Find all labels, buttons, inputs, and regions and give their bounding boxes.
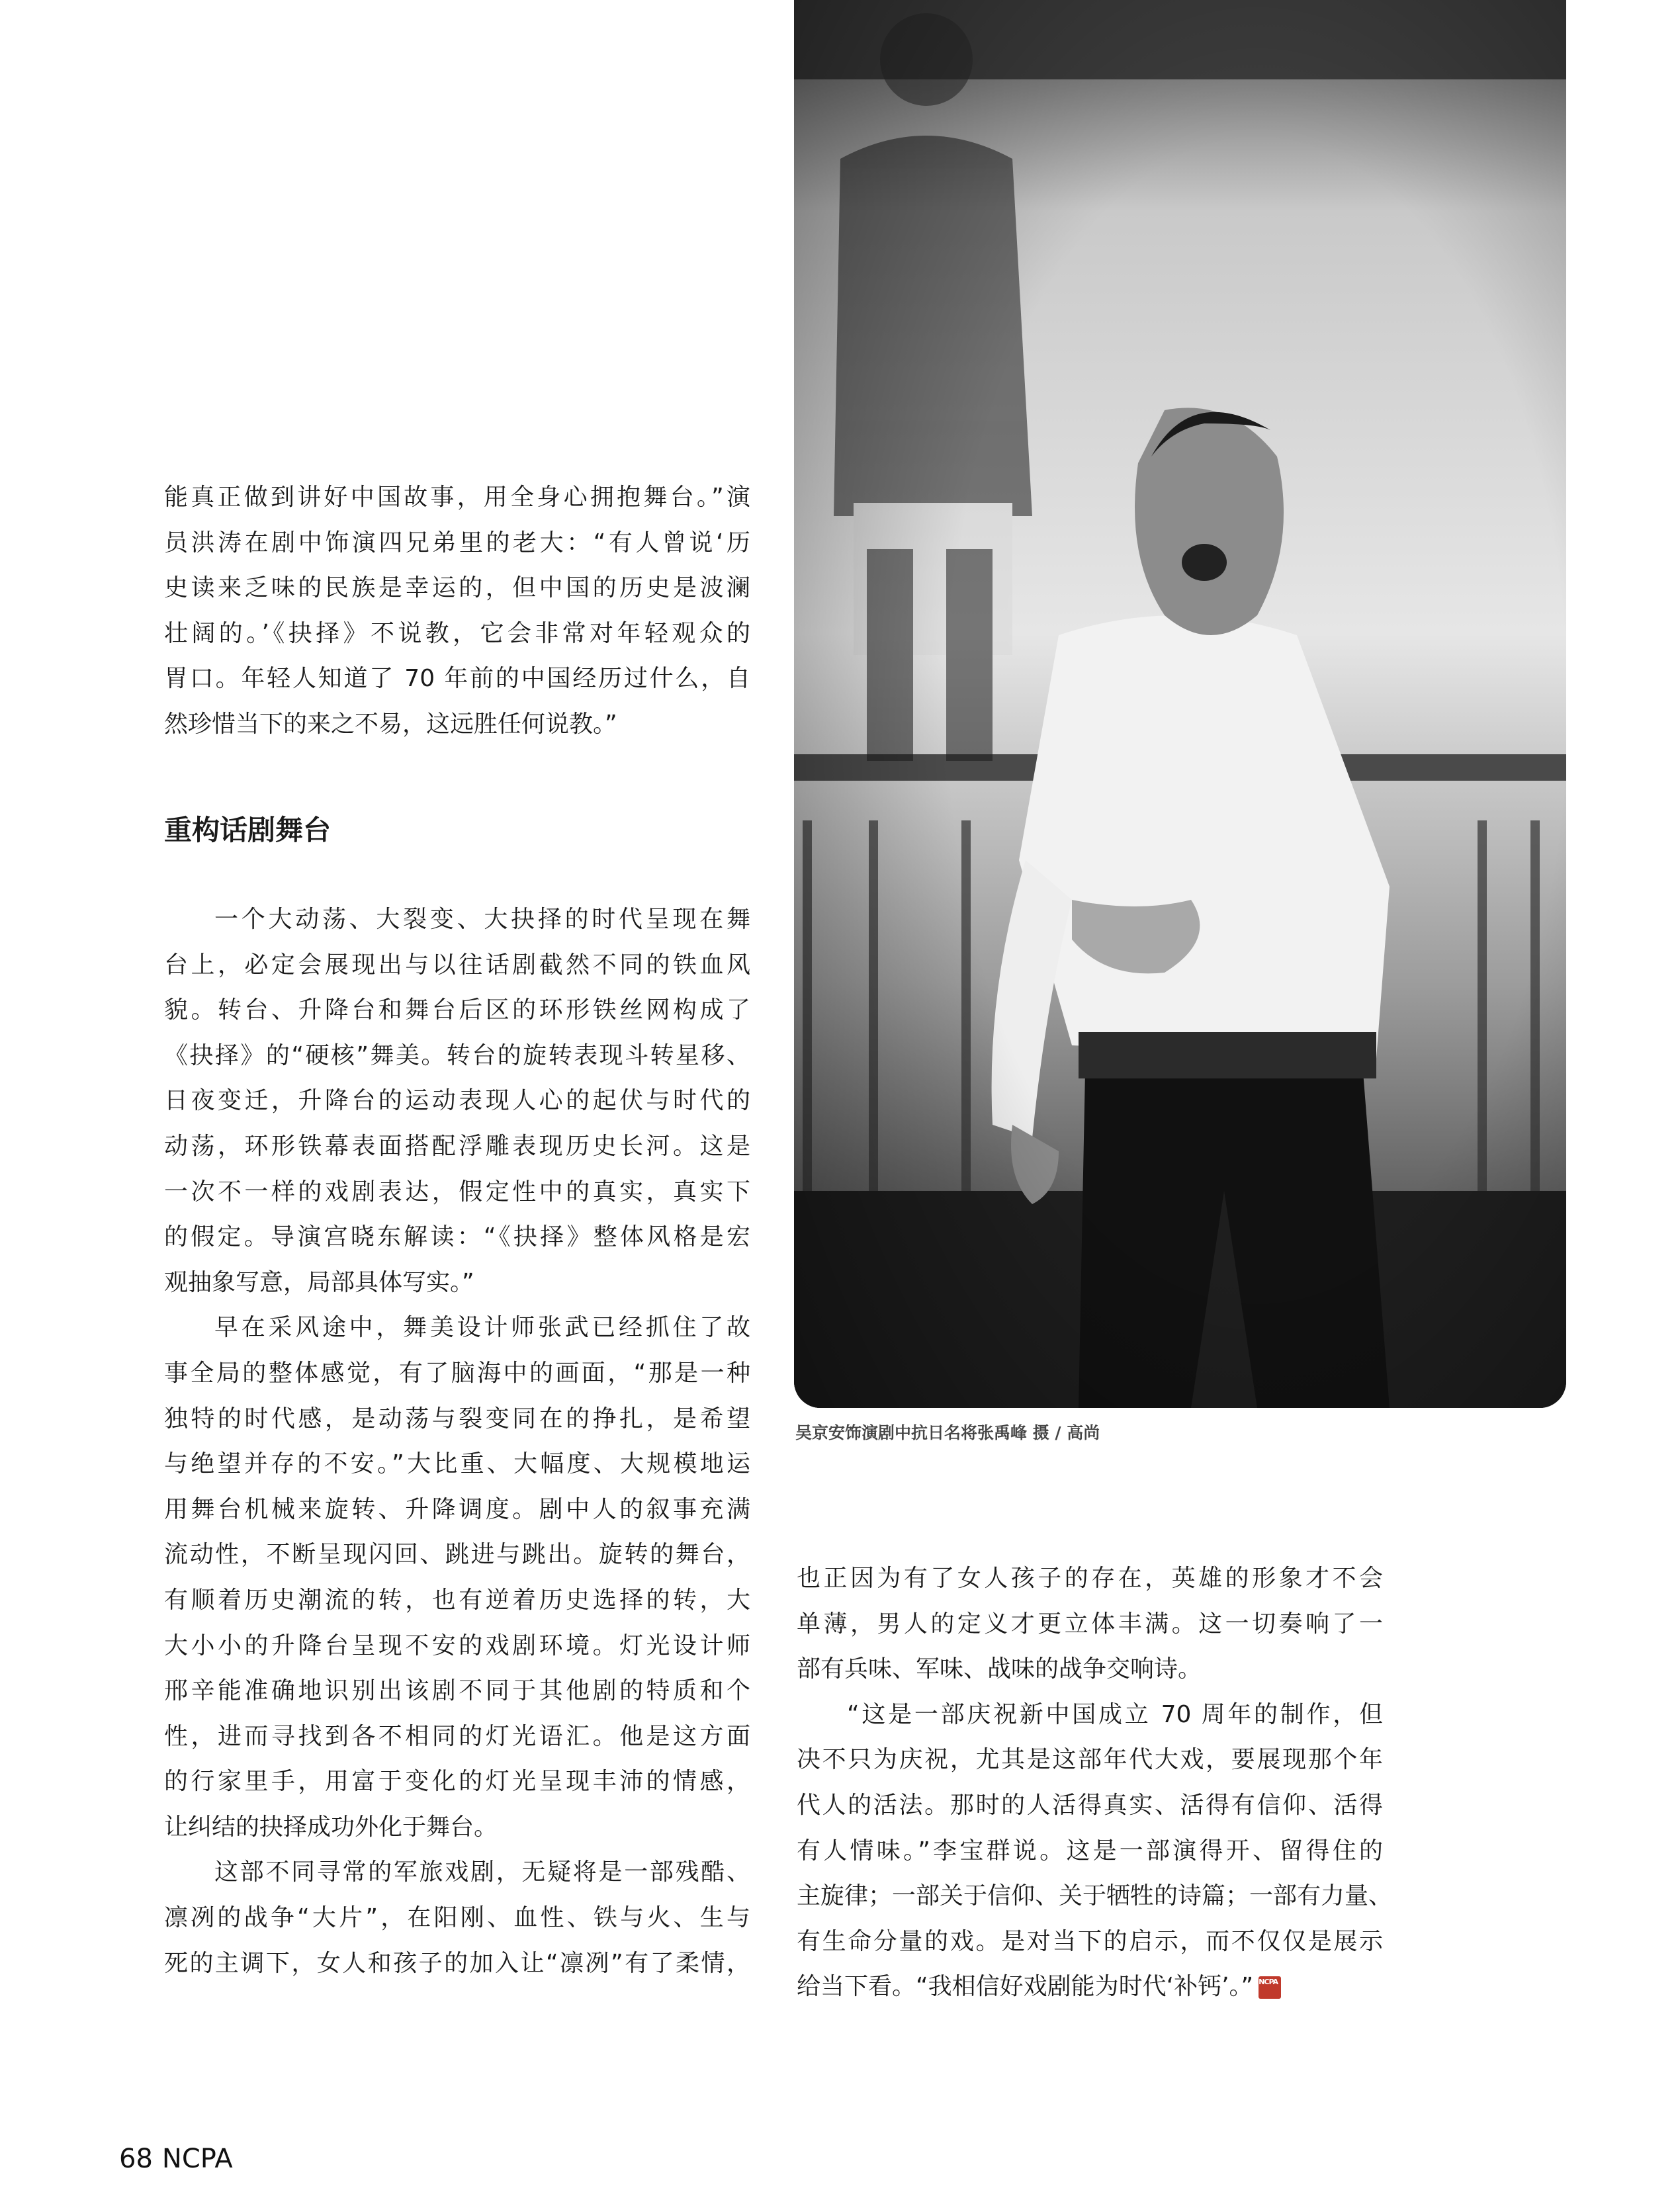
paragraph-line: 大小小的升降台呈现不安的戏剧环境。灯光设计师 [164, 1632, 750, 1659]
paragraph-line: 邢辛能准确地识别出该剧不同于其他剧的特质和个 [164, 1677, 750, 1705]
paragraph-line: 让纠结的抉择成功外化于舞台。 [164, 1813, 498, 1841]
paragraph-line: 部有兵味、军味、战味的战争交响诗。 [797, 1655, 1202, 1683]
paragraph-line: 有生命分量的戏。是对当下的启示，而不仅仅是展示 [797, 1927, 1383, 1955]
final-line-text: 给当下看。“我相信好戏剧能为时代‘补钙’。” [797, 1973, 1254, 2001]
article-column-left-bottom [164, 897, 750, 1986]
paragraph-line: 然珍惜当下的来之不易，这远胜任何说教。” [164, 710, 617, 738]
page-footer [119, 2144, 233, 2174]
paragraph-line: 的行家里手，用富于变化的灯光呈现丰沛的情感， [164, 1768, 750, 1796]
paragraph-line: 决不只为庆祝，尤其是这部年代大戏，要展现那个年 [797, 1746, 1383, 1774]
paragraph-line-final [797, 1964, 1383, 2010]
paragraph-line: 凛冽的战争“大片”，在阳刚、血性、铁与火、生与 [164, 1904, 750, 1932]
stage-photo-graphic [794, 0, 1566, 1408]
paragraph-line: 早在采风途中，舞美设计师张武已经抓住了故 [214, 1314, 750, 1342]
paragraph-line: 有顺着历史潮流的转，也有逆着历史选择的转，大 [164, 1586, 750, 1614]
paragraph-line: 日夜变迁，升降台的运动表现人心的起伏与时代的 [164, 1087, 750, 1115]
section-heading: 重构话剧舞台 [164, 814, 332, 846]
paragraph-line: 台上，必定会展现出与以往话剧截然不同的铁血风 [164, 951, 750, 979]
paragraph-line: 的假定。导演宫晓东解读：“《抉择》整体风格是宏 [164, 1223, 750, 1251]
paragraph-line: 主旋律；一部关于信仰、关于牺牲的诗篇；一部有力量、 [797, 1882, 1393, 1910]
paragraph-line: 员洪涛在剧中饰演四兄弟里的老大：“有人曾说‘历 [164, 529, 750, 556]
paragraph-line: 一次不一样的戏剧表达，假定性中的真实，真实下 [164, 1178, 750, 1205]
stage-photo [794, 0, 1566, 1408]
article-column-left-top [164, 475, 750, 748]
footer-brand: NCPA [161, 2144, 233, 2174]
paragraph-line: 一个大动荡、大裂变、大抉择的时代呈现在舞 [214, 906, 750, 933]
paragraph-line: 《抉择》的“硬核”舞美。转台的旋转表现斗转星移、 [164, 1041, 750, 1069]
paragraph-line: 史读来乏味的民族是幸运的，但中国的历史是波澜 [164, 574, 750, 602]
photo-caption: 吴京安饰演剧中抗日名将张禹峰 摄 / 高尚 [795, 1423, 1100, 1442]
paragraph-line: 观抽象写意，局部具体写实。” [164, 1268, 474, 1296]
end-mark-text: NCPA [1259, 1978, 1278, 1987]
paragraph-line: 壮阔的。’《抉择》不说教，它会非常对年轻观众的 [164, 619, 750, 647]
paragraph-line: 也正因为有了女人孩子的存在，英雄的形象才不会 [797, 1565, 1383, 1592]
paragraph-line: 独特的时代感，是动荡与裂变同在的挣扎，是希望 [164, 1405, 750, 1432]
paragraph-line: 性，进而寻找到各不相同的灯光语汇。他是这方面 [164, 1722, 750, 1750]
paragraph-line: “这是一部庆祝新中国成立 70 周年的制作，但 [847, 1700, 1383, 1728]
paragraph-line: 单薄，男人的定义才更立体丰满。这一切奏响了一 [797, 1610, 1383, 1638]
paragraph-line: 胃口。年轻人知道了 70 年前的中国经历过什么，自 [164, 665, 750, 693]
paragraph-line: 用舞台机械来旋转、升降调度。剧中人的叙事充满 [164, 1495, 750, 1523]
paragraph-line: 代人的活法。那时的人活得真实、活得有信仰、活得 [797, 1791, 1383, 1819]
article-column-right [797, 1556, 1393, 2010]
paragraph-line: 动荡，环形铁幕表面搭配浮雕表现历史长河。这是 [164, 1132, 750, 1160]
end-mark-seal-icon [1259, 1976, 1281, 1999]
paragraph-line: 有人情味。”李宝群说。这是一部演得开、留得住的 [797, 1837, 1383, 1864]
paragraph-line: 事全局的整体感觉，有了脑海中的画面，“那是一种 [164, 1359, 750, 1387]
paragraph-line: 能真正做到讲好中国故事，用全身心拥抱舞台。”演 [164, 484, 750, 511]
paragraph-line: 貌。转台、升降台和舞台后区的环形铁丝网构成了 [164, 996, 750, 1024]
paragraph-line: 死的主调下，女人和孩子的加入让“凛冽”有了柔情， [164, 1949, 750, 1977]
page-number: 68 [119, 2144, 153, 2174]
paragraph-line: 与绝望并存的不安。”大比重、大幅度、大规模地运 [164, 1450, 750, 1478]
paragraph-line: 这部不同寻常的军旅戏剧，无疑将是一部残酷、 [214, 1859, 750, 1886]
paragraph-line: 流动性，不断呈现闪回、跳进与跳出。旋转的舞台， [164, 1541, 750, 1569]
